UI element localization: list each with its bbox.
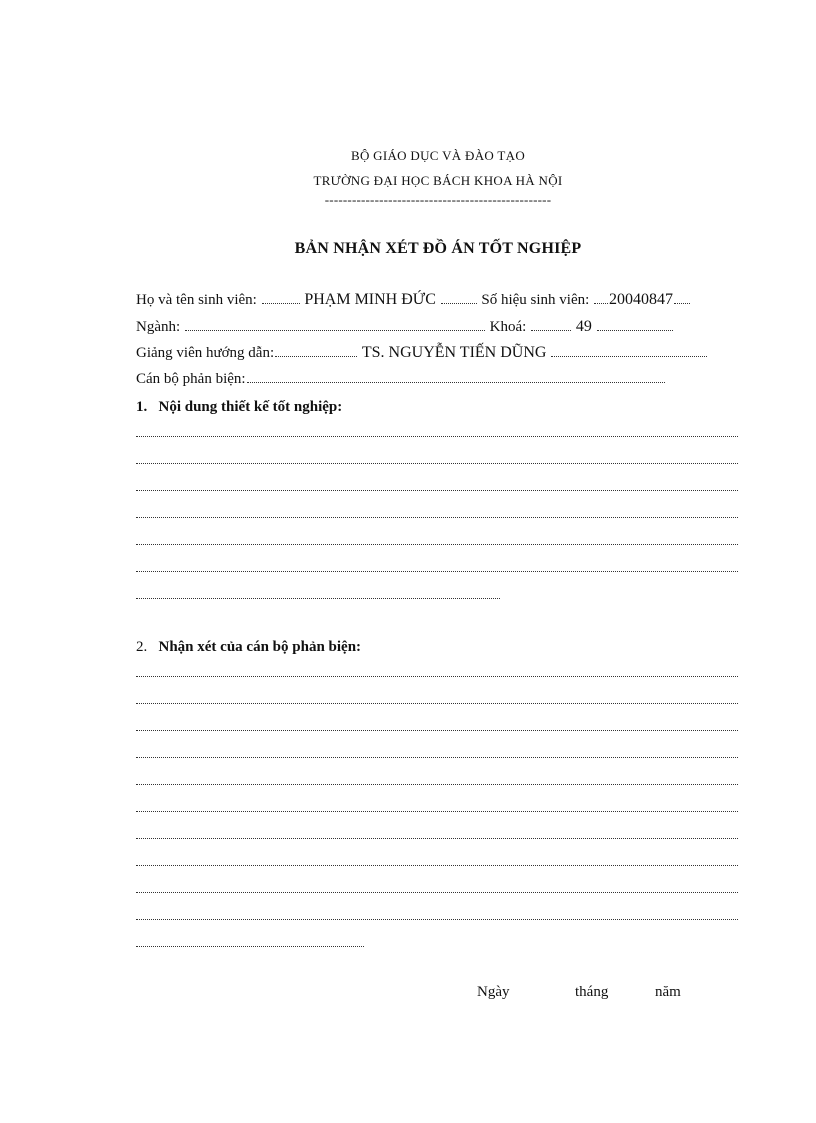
student-id-value: 20040847 [609,291,674,308]
ministry-name: BỘ GIÁO DỤC VÀ ĐÀO TẠO [350,148,526,163]
section-2-write-line[interactable] [136,703,738,704]
section-2-write-line[interactable] [136,811,738,812]
section-1-write-line[interactable] [136,571,738,572]
dotted-fill [594,302,608,304]
major-label: Ngành: [136,319,181,335]
section-2-write-line[interactable] [136,730,738,731]
section-1-heading [136,400,342,415]
reviewer-dotted-field [247,381,665,383]
student-id-label: Số hiệu sinh viên: [481,292,590,308]
advisor-value: TS. NGUYỄN TIẾN DŨNG [361,344,547,361]
date-day-label: Ngày [477,984,510,1000]
student-name-value: PHẠM MINH ĐỨC [304,291,436,308]
section-2-write-line[interactable] [136,757,738,758]
section-1-write-line[interactable] [136,517,738,518]
dotted-fill [597,329,673,331]
section-1-write-line[interactable] [136,544,738,545]
course-label: Khoá: [489,319,527,335]
date-month-label: tháng [575,984,609,1000]
section-1-write-line[interactable] [136,463,738,464]
section-1-number: 1. [136,399,148,415]
course-value: 49 [575,318,592,335]
section-2-write-line[interactable] [136,892,738,893]
major-dotted-field [185,329,485,331]
major-course-line [136,319,674,335]
student-name-label: Họ và tên sinh viên: [136,292,257,308]
section-1-write-line[interactable] [136,490,738,491]
section-2-write-line[interactable] [136,784,738,785]
dotted-fill [441,302,477,304]
section-2-heading [136,640,361,655]
document-title: BẢN NHẬN XÉT ĐỒ ÁN TỐT NGHIỆP [294,240,582,257]
section-2-write-line[interactable] [136,865,738,866]
dotted-fill [275,355,357,357]
section-2-write-line[interactable] [136,919,738,920]
dotted-fill [262,302,300,304]
section-1-write-line[interactable] [136,598,500,599]
section-1-write-line[interactable] [136,436,738,437]
university-name: TRƯỜNG ĐẠI HỌC BÁCH KHOA HÀ NỘI [313,173,563,188]
reviewer-line [136,372,666,387]
section-2-title: Nhận xét của cán bộ phản biện: [158,639,362,655]
section-2-write-line[interactable] [136,946,364,947]
dotted-fill [674,302,690,304]
dotted-fill [531,329,571,331]
advisor-label: Giảng viên hướng dẫn: [136,345,275,361]
section-2-write-line[interactable] [136,676,738,677]
section-2-write-line[interactable] [136,838,738,839]
reviewer-label: Cán bộ phản biện: [136,371,246,387]
date-year-label: năm [655,984,681,1000]
section-2-number: 2. [136,639,148,655]
header-separator: -------------------------------------------------- [324,193,552,206]
dotted-fill [551,355,707,357]
student-info-line [136,292,691,308]
advisor-line [136,345,708,361]
section-1-title: Nội dung thiết kế tốt nghiệp: [158,399,343,415]
